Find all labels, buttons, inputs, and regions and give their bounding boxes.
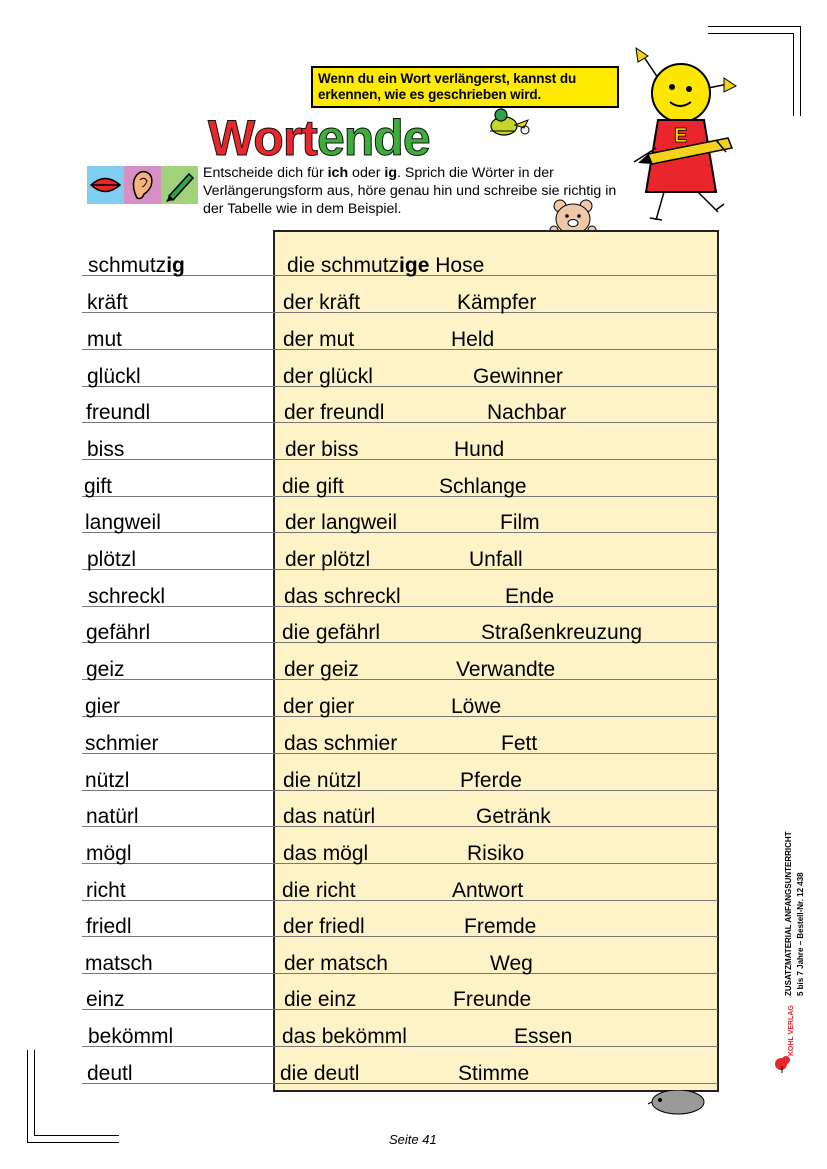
row-word: richt	[86, 879, 126, 902]
table-row	[0, 326, 827, 363]
row-noun: Kämpfer	[457, 291, 537, 314]
row-noun: Stimme	[458, 1062, 530, 1085]
row-word: matsch	[85, 952, 153, 975]
table-row	[0, 803, 827, 840]
row-article-phrase: der biss	[285, 438, 359, 461]
row-noun: Risiko	[467, 842, 525, 865]
mouth-icon	[87, 166, 124, 204]
row-line	[82, 716, 718, 717]
row-article-phrase: der glückl	[283, 365, 373, 388]
bird-illustration	[484, 106, 534, 140]
row-noun: Held	[451, 328, 495, 351]
row-line	[82, 1083, 718, 1084]
row-line	[82, 386, 718, 387]
table-row	[0, 583, 827, 620]
row-word: schmier	[85, 732, 159, 755]
row-line	[82, 900, 718, 901]
row-article-phrase: der langweil	[285, 511, 398, 534]
row-article-phrase: die richt	[282, 879, 356, 902]
row-line	[82, 569, 718, 570]
row-noun: Straßenkreuzung	[481, 621, 643, 644]
row-word: bekömml	[88, 1025, 174, 1048]
corner-mark-top-right	[708, 26, 800, 27]
table-row	[0, 840, 827, 877]
svg-text:E: E	[674, 125, 688, 147]
hedgehog-illustration	[646, 1090, 708, 1118]
kohl-logo-icon	[772, 1004, 802, 1074]
corner-mark-bottom-left-h	[27, 1142, 119, 1143]
row-word: geiz	[86, 658, 125, 681]
row-word: natürl	[86, 805, 139, 828]
row-noun: Pferde	[460, 769, 522, 792]
row-noun: Ende	[505, 585, 555, 608]
example-phrase: die schmutzige Hose	[287, 254, 485, 277]
row-word: gefährl	[86, 621, 151, 644]
publisher-sidebar	[776, 780, 816, 1000]
row-noun: Fremde	[464, 915, 537, 938]
method-icons	[87, 166, 199, 204]
row-noun: Essen	[514, 1025, 573, 1048]
row-word: glückl	[87, 365, 141, 388]
table-row	[0, 399, 827, 436]
row-line	[82, 863, 718, 864]
row-noun: Antwort	[452, 879, 524, 902]
speech-bubble: Wenn du ein Wort verlängerst, kannst du erkennen, wie es geschrieben wird.	[311, 66, 619, 108]
row-line	[82, 679, 718, 680]
row-noun: Löwe	[451, 695, 502, 718]
table-row	[0, 436, 827, 473]
row-line	[82, 349, 718, 350]
row-article-phrase: die gift	[282, 475, 344, 498]
row-article-phrase: die deutl	[280, 1062, 360, 1085]
instruction-text: Entscheide dich für ich oder ig. Sprich die Wörter in der Verlängerungsform aus, höre genau hin und schreibe sie richtig in der Tabelle wie in dem Beispiel.	[203, 165, 617, 217]
publisher-name: KOHL VERLAG	[788, 1005, 795, 1056]
table-row	[0, 767, 827, 804]
row-word: friedl	[86, 915, 132, 938]
row-word: kräft	[87, 291, 128, 314]
row-article-phrase: das mögl	[283, 842, 369, 865]
table-row	[0, 363, 827, 400]
corner-mark-top-right-2	[708, 33, 793, 34]
row-line	[82, 790, 718, 791]
corner-mark-top-right-v	[800, 26, 801, 116]
row-article-phrase: das natürl	[283, 805, 376, 828]
row-line	[82, 496, 718, 497]
example-word: schmutzig	[88, 254, 185, 277]
table-row	[0, 950, 827, 987]
row-line	[82, 312, 718, 313]
row-noun: Getränk	[476, 805, 551, 828]
table-row	[0, 289, 827, 326]
sidebar-line-1: ZUSATZMATERIAL ANFANGSUNTERRICHT	[784, 831, 793, 996]
row-noun: Schlange	[439, 475, 527, 498]
row-line	[82, 459, 718, 460]
table-row	[0, 656, 827, 693]
row-word: nützl	[85, 769, 130, 792]
row-article-phrase: der freundl	[284, 401, 385, 424]
row-article-phrase: das schmier	[284, 732, 398, 755]
table-row	[0, 473, 827, 510]
row-word: mut	[87, 328, 123, 351]
row-noun: Fett	[501, 732, 538, 755]
row-noun: Unfall	[469, 548, 523, 571]
row-article-phrase: das schreckl	[284, 585, 401, 608]
row-noun: Verwandte	[456, 658, 556, 681]
row-article-phrase: das bekömml	[282, 1025, 407, 1048]
table-row	[0, 877, 827, 914]
row-word: mögl	[86, 842, 132, 865]
letter-e-mascot-illustration	[620, 42, 745, 227]
table-row	[0, 986, 827, 1023]
row-article-phrase: der matsch	[284, 952, 388, 975]
page-number: Seite 41	[389, 1132, 437, 1147]
example-row	[0, 252, 827, 289]
row-noun: Hund	[454, 438, 505, 461]
row-article-phrase: der plötzl	[285, 548, 371, 571]
row-article-phrase: der gier	[283, 695, 355, 718]
row-noun: Film	[500, 511, 540, 534]
row-noun: Freunde	[453, 988, 532, 1011]
row-line	[82, 936, 718, 937]
row-word: einz	[86, 988, 125, 1011]
row-line	[82, 973, 718, 974]
page-title: Wortende	[208, 110, 430, 166]
sidebar-line-2: 5 bis 7 Jahre – Bestell-Nr. 12 438	[796, 872, 805, 996]
row-word: freundl	[86, 401, 151, 424]
row-line	[82, 826, 718, 827]
row-article-phrase: die einz	[284, 988, 357, 1011]
table-row	[0, 913, 827, 950]
row-word: gier	[85, 695, 121, 718]
row-article-phrase: der kräft	[283, 291, 361, 314]
row-article-phrase: die gefährl	[282, 621, 381, 644]
row-noun: Weg	[490, 952, 533, 975]
row-word: biss	[87, 438, 125, 461]
row-word: schreckl	[88, 585, 166, 608]
row-article-phrase: der geiz	[284, 658, 359, 681]
ear-icon	[124, 166, 161, 204]
row-line	[82, 1009, 718, 1010]
row-article-phrase: die nützl	[283, 769, 362, 792]
row-article-phrase: der mut	[283, 328, 355, 351]
table-row	[0, 1023, 827, 1060]
table-row	[0, 619, 827, 656]
row-word: plötzl	[87, 548, 137, 571]
row-noun: Nachbar	[487, 401, 567, 424]
row-article-phrase: der friedl	[283, 915, 365, 938]
publisher-logo	[772, 1004, 802, 1074]
row-word: langweil	[85, 511, 161, 534]
pencil-icon	[161, 166, 198, 204]
table-row	[0, 730, 827, 767]
row-line	[82, 532, 718, 533]
table-row	[0, 509, 827, 546]
row-line	[82, 422, 718, 423]
row-word: gift	[84, 475, 113, 498]
table-row	[0, 546, 827, 583]
table-row	[0, 693, 827, 730]
row-noun: Gewinner	[473, 365, 563, 388]
corner-mark-bottom-left-h2	[34, 1135, 119, 1136]
row-line	[82, 753, 718, 754]
corner-mark-top-right-v2	[793, 33, 794, 116]
teddy-bear-illustration	[548, 197, 598, 233]
row-word: deutl	[87, 1062, 133, 1085]
